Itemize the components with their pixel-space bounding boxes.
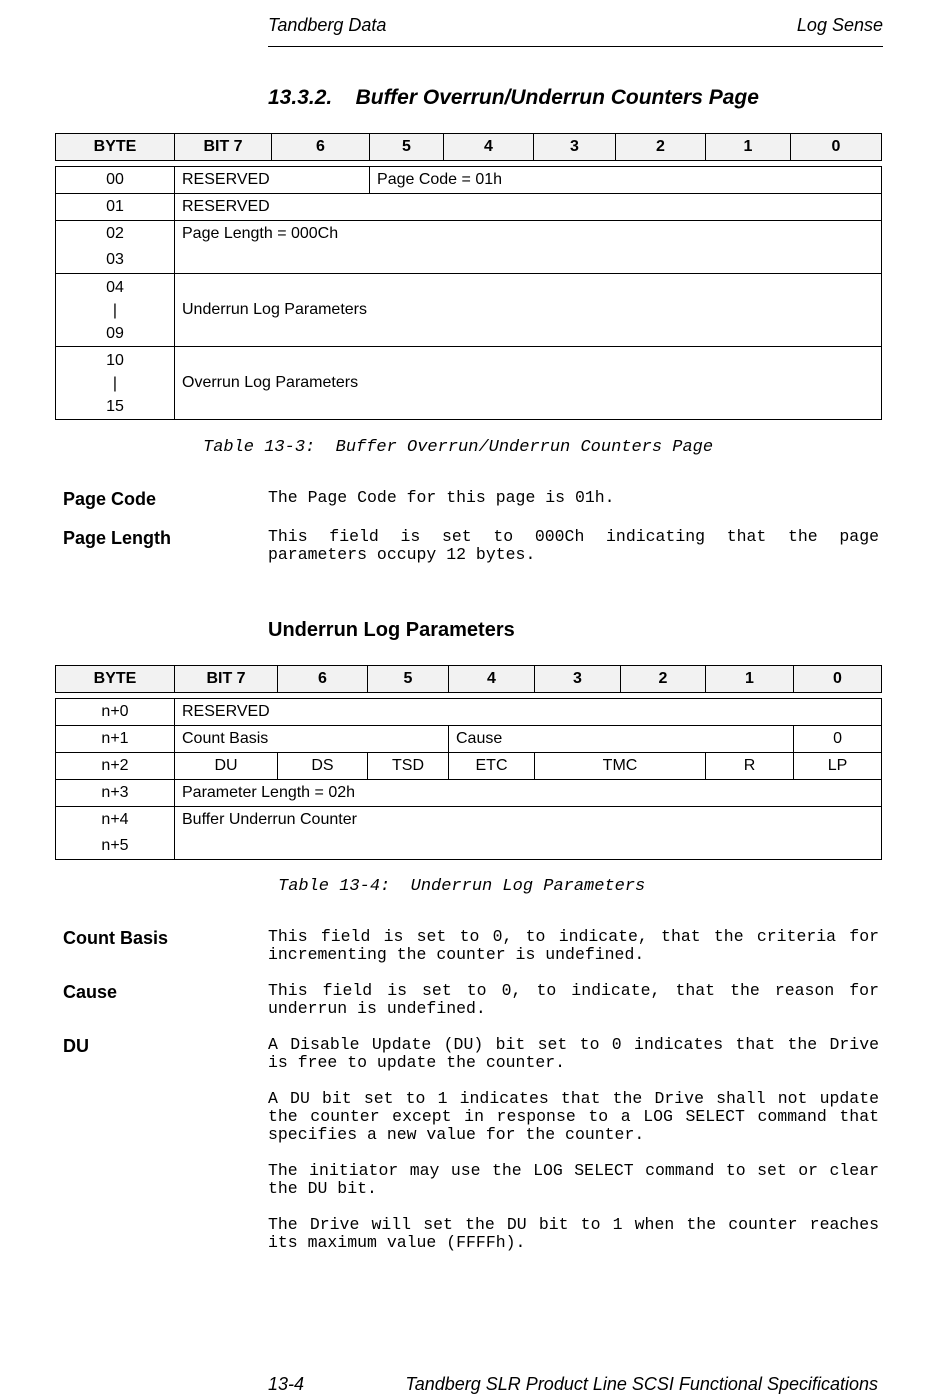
header-byte: BYTE [56, 134, 175, 161]
def-text-du-4: The Drive will set the DU bit to 1 when the counter reaches its maximum value (FFFFh). [268, 1215, 879, 1252]
footer-page-number: 13-4 [268, 1374, 305, 1394]
underrun-log-parameters-field: Underrun Log Parameters [175, 274, 882, 347]
def-text-du-2: A DU bit set to 1 indicates that the Drive shall not update the counter except in response to a LOG SELECT command that specifies a new value for the counter. [268, 1089, 879, 1144]
def-text-du-3: The initiator may use the LOG SELECT command to set or clear the DU bit. [268, 1161, 879, 1198]
def-text-cause: This field is set to 0, to indicate, that the reason for underrun is undefined. [268, 981, 879, 1018]
table1-bit-header [55, 133, 882, 161]
table-row [56, 753, 882, 780]
table-row [56, 780, 882, 807]
table1-body [55, 166, 882, 420]
page-length-field: Page Length = 000Ch [175, 221, 882, 274]
table-row [56, 167, 882, 194]
header-bit3: 3 [535, 666, 621, 693]
header-chapter: Log Sense [796, 15, 883, 35]
def-term-du: DU [63, 1036, 89, 1056]
table-row [56, 274, 882, 347]
etc-bit: ETC [449, 753, 535, 780]
tsd-bit: TSD [368, 753, 449, 780]
header-company: Tandberg Data [268, 15, 387, 35]
byte-range-separator: | [112, 301, 118, 319]
bit0-zero-field: 0 [794, 726, 882, 753]
table-row [56, 221, 882, 274]
buffer-underrun-counter-field: Buffer Underrun Counter [175, 807, 882, 860]
page-code-field: Page Code = 01h [370, 167, 882, 194]
r-bit: R [706, 753, 794, 780]
def-term-page-length: Page Length [63, 528, 172, 548]
table-row [56, 194, 882, 221]
byte-end: n+5 [101, 837, 129, 854]
def-text-page-length: This field is set to 000Ch indicating that the page parameters occupy 12 bytes. [268, 527, 879, 564]
header-bit2: 2 [621, 666, 706, 693]
byte-cell [56, 347, 175, 420]
byte-start: 02 [106, 225, 124, 242]
header-byte: BYTE [56, 666, 175, 693]
def-text-count-basis: This field is set to 0, to indicate, that the criteria for incrementing the counter is undefined. [268, 927, 879, 964]
byte-cell: n+1 [56, 726, 175, 753]
table-row [56, 699, 882, 726]
byte-cell: n+3 [56, 780, 175, 807]
byte-cell [56, 274, 175, 347]
def-term-page-code: Page Code [63, 489, 157, 509]
byte-cell: 00 [56, 167, 175, 194]
def-text-page-code: The Page Code for this page is 01h. [268, 488, 615, 507]
byte-range-separator: | [112, 374, 118, 392]
header-bit5: 5 [370, 134, 444, 161]
header-bit6: 6 [278, 666, 368, 693]
cause-field: Cause [449, 726, 794, 753]
byte-end: 09 [106, 324, 124, 342]
header-bit0: 0 [791, 134, 882, 161]
reserved-field: RESERVED [175, 699, 882, 726]
tmc-field: TMC [535, 753, 706, 780]
header-bit5: 5 [368, 666, 449, 693]
byte-start: 10 [106, 351, 124, 369]
header-bit7: BIT 7 [175, 666, 278, 693]
ds-bit: DS [278, 753, 368, 780]
header-bit1: 1 [706, 134, 791, 161]
header-bit6: 6 [272, 134, 370, 161]
byte-start: n+4 [101, 811, 129, 828]
byte-end: 03 [106, 251, 124, 268]
header-bit4: 4 [444, 134, 534, 161]
byte-cell: 01 [56, 194, 175, 221]
overrun-log-parameters-field: Overrun Log Parameters [175, 347, 882, 420]
header-bit0: 0 [794, 666, 882, 693]
table-row [56, 347, 882, 420]
underrun-heading: Underrun Log Parameters [268, 619, 515, 641]
table2-bit-header [55, 665, 882, 693]
table2-body [55, 698, 882, 860]
section-number: 13.3.2. [268, 86, 333, 109]
def-text-du-1: A Disable Update (DU) bit set to 0 indicates that the Drive is free to update the counter. [268, 1035, 879, 1072]
header-bit7: BIT 7 [175, 134, 272, 161]
parameter-length-field: Parameter Length = 02h [175, 780, 882, 807]
table1-caption: Table 13-3: Buffer Overrun/Underrun Counters Page [203, 438, 714, 457]
def-term-count-basis: Count Basis [63, 928, 169, 948]
count-basis-field: Count Basis [175, 726, 449, 753]
footer-doc-title: Tandberg SLR Product Line SCSI Functional Specifications [405, 1374, 878, 1394]
byte-end: 15 [106, 397, 124, 415]
header-bit3: 3 [534, 134, 616, 161]
lp-bit: LP [794, 753, 882, 780]
table-row [56, 726, 882, 753]
byte-cell [56, 807, 175, 860]
header-bit2: 2 [616, 134, 706, 161]
byte-start: 04 [106, 278, 124, 296]
table-row [56, 807, 882, 860]
header-bit1: 1 [706, 666, 794, 693]
byte-cell [56, 221, 175, 274]
section-heading [268, 86, 759, 110]
def-term-cause: Cause [63, 982, 118, 1002]
section-title: Buffer Overrun/Underrun Counters Page [355, 86, 759, 109]
reserved-field: RESERVED [175, 194, 882, 221]
reserved-field: RESERVED [175, 167, 370, 194]
table2-caption: Table 13-4: Underrun Log Parameters [278, 877, 646, 896]
page-header [268, 12, 883, 47]
byte-cell: n+2 [56, 753, 175, 780]
byte-cell: n+0 [56, 699, 175, 726]
header-bit4: 4 [449, 666, 535, 693]
du-bit: DU [175, 753, 278, 780]
